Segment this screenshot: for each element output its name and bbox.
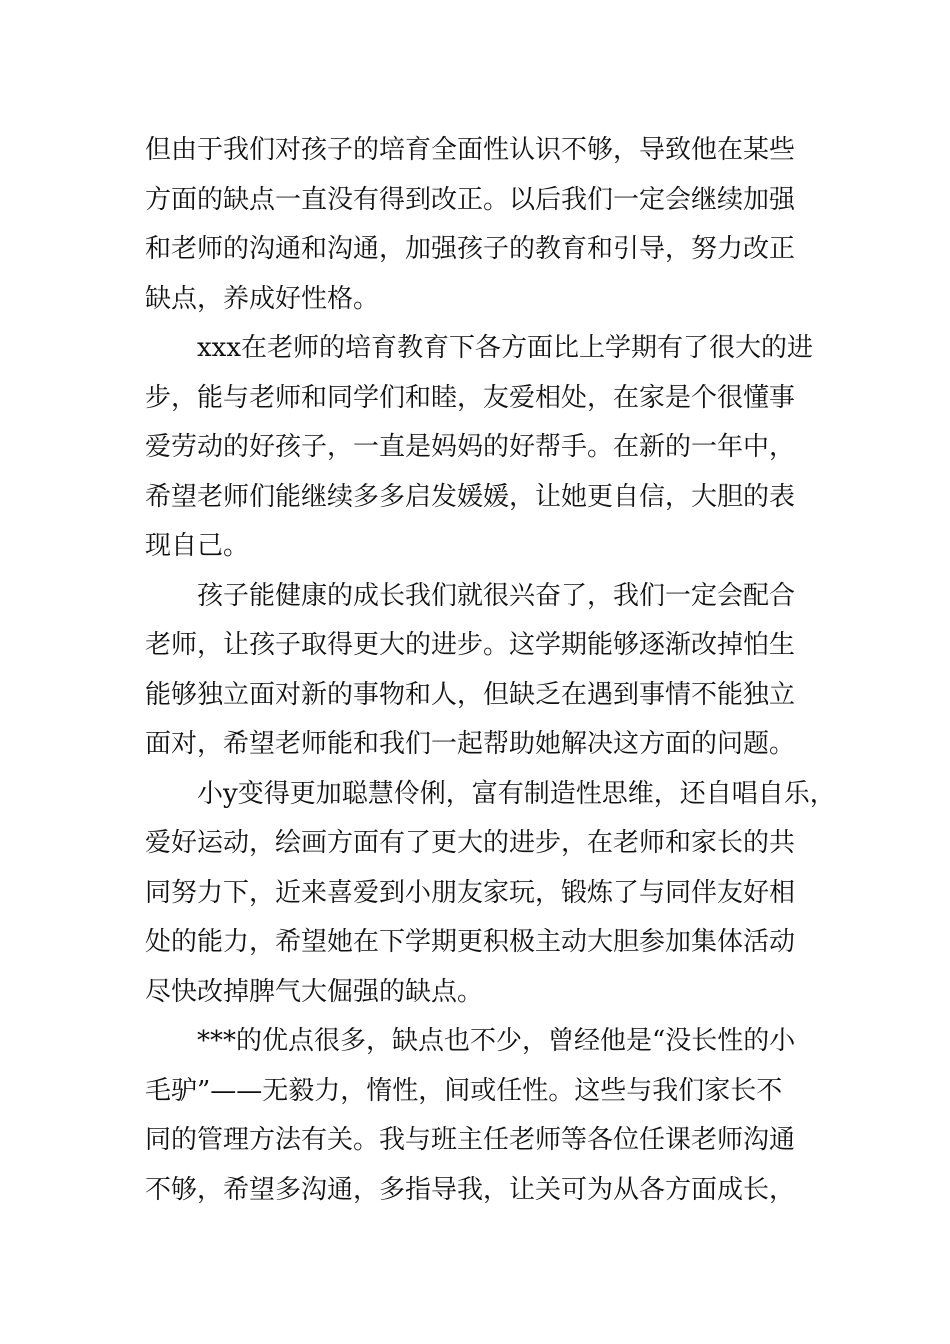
text-line: 爱好运动，绘画方面有了更大的进步，在老师和家长的共 — [145, 828, 796, 858]
text-line: 能够独立面对新的事物和人，但缺乏在遇到事情不能独立 — [145, 679, 796, 710]
text-line: 孩子能健康的成长我们就很兴奋了，我们一定会配合 — [197, 580, 796, 611]
text-line: 不够，希望多沟通，多指导我，让关可为从各方面成长， — [145, 1174, 796, 1205]
paragraph-4 — [145, 770, 836, 1018]
paragraph-1 — [145, 126, 810, 324]
text-line: 处的能力，希望她在下学期更积极主动大胆参加集体活动 — [145, 927, 796, 957]
text-line: xxx在老师的培育教育下各方面比上学期有了很大的进 — [197, 333, 813, 363]
text-line: 爱劳动的好孩子，一直是妈妈的好帮手。在新的一年中， — [145, 432, 796, 462]
text-line: 希望老师们能继续多多启发媛媛，让她更自信，大胆的表 — [145, 481, 796, 512]
text-line: 尽快改掉脾气大倔强的缺点。 — [145, 976, 484, 1007]
text-line: 老师，让孩子取得更大的进步。这学期能够逐渐改掉怕生 — [145, 630, 796, 660]
text-line: 同的管理方法有关。我与班主任老师等各位任课老师沟通 — [145, 1125, 796, 1155]
text-line: 毛驴”——无毅力，惰性，间或任性。这些与我们家长不 — [145, 1075, 783, 1106]
text-line: 面对，希望老师能和我们一起帮助她解决这方面的问题。 — [145, 729, 796, 759]
paragraph-5 — [145, 1017, 810, 1215]
text-line: 同努力下，近来喜爱到小朋友家玩，锻炼了与同伴友好相 — [145, 877, 796, 908]
text-line: 小y变得更加聪慧伶俐，富有制造性思维，还自唱自乐， — [197, 778, 836, 809]
text-line: 方面的缺点一直没有得到改正。以后我们一定会继续加强 — [145, 184, 796, 215]
text-line: 步，能与老师和同学们和睦，友爱相处，在家是个很懂事 — [145, 382, 796, 413]
text-line: 但由于我们对孩子的培育全面性认识不够，导致他在某些 — [145, 135, 796, 165]
text-line: 和老师的沟通和沟通，加强孩子的教育和引导，努力改正 — [145, 234, 796, 264]
text-line: ***的优点很多，缺点也不少，曾经他是“没长性的小 — [197, 1026, 796, 1056]
paragraph-2 — [145, 324, 813, 572]
paragraph-3 — [145, 572, 810, 770]
text-line: 缺点，养成好性格。 — [145, 283, 380, 314]
document-body — [145, 126, 836, 1215]
text-line: 现自己。 — [145, 531, 250, 561]
